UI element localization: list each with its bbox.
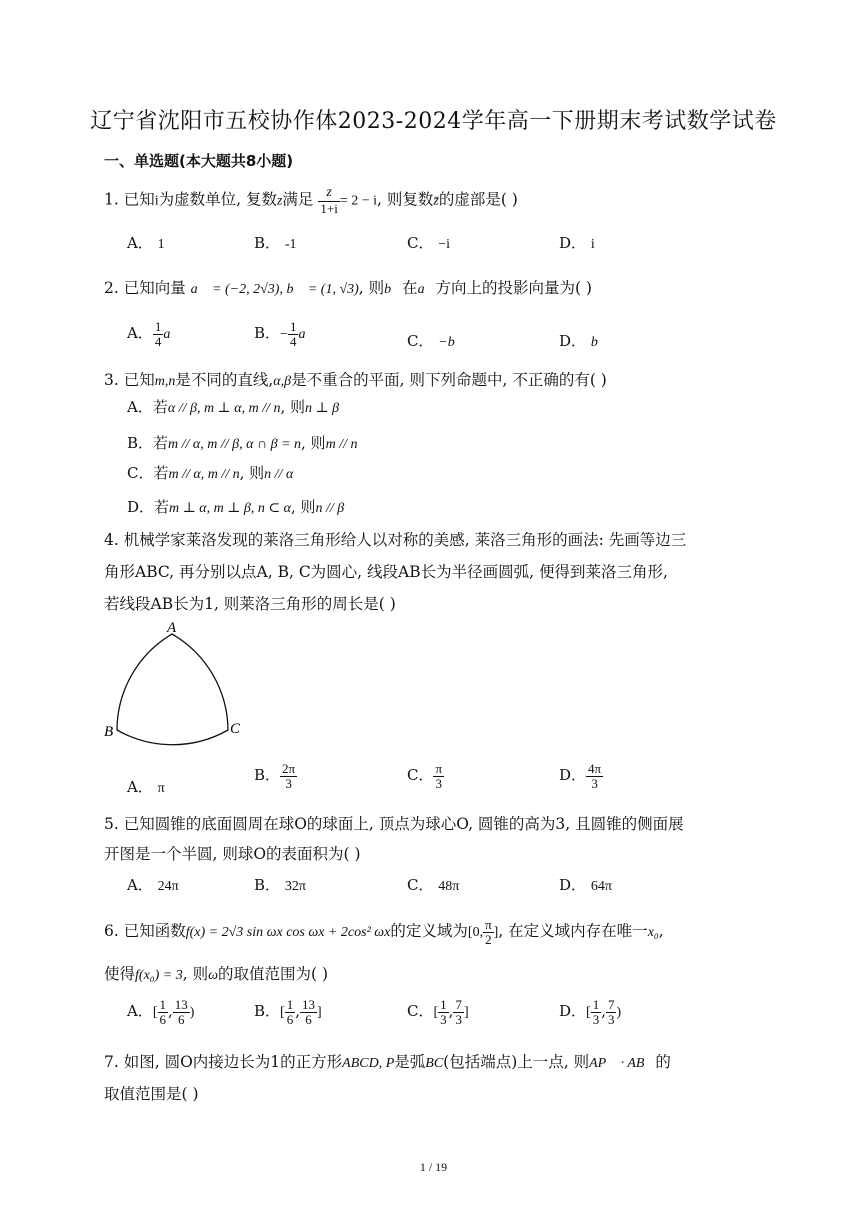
option-d[interactable]: D． 64π [559,876,612,894]
vertex-label-b: B [104,724,114,740]
option-a[interactable]: A．[ $\frac{1}{6}$ , $\frac{13}{6}$ ) [127,997,195,1027]
option-a[interactable]: A． 1 [127,234,165,252]
option-b[interactable]: B．若m // α, m // β, α ∩ β = n, 则m // n [127,434,358,452]
fraction: $\frac{z}{1+i}$ [320,185,338,216]
question-1: 1. 已知i为虚数单位, 复数z满足 $\frac{z}{1+i}$ = 2 − i, 则复数z̄的虚部是( ) [104,185,518,216]
question-6-line-1: 6. 已知函数f(x) = 2√3 sin ωx cos ωx + 2cos² ωx的定义域为[0, $\frac{\pi}{2}$ ], 在定义域内存在唯一x₀, [104,917,664,947]
option-d[interactable]: D．[ $\frac{1}{3}$ , $\frac{7}{3}$ ) [559,997,622,1027]
exam-title: 辽宁省沈阳市五校协作体2023-2024学年高一下册期末考试数学试卷 [90,109,777,134]
option-c[interactable]: C． 48π [407,876,460,894]
option-b[interactable]: B．[ $\frac{1}{6}$ , $\frac{13}{6}$ ] [254,997,322,1027]
option-b[interactable]: B． -1 [254,234,297,252]
question-5-line-2: 开图是一个半圆, 则球O的表面积为( ) [104,845,361,863]
vertex-label-c: C [230,721,241,737]
question-4-line-2: 角形ABC, 再分别以点A, B, C为圆心, 线段AB长为半径画圆弧, 便得到莱洛三角形, [104,563,668,581]
option-b[interactable]: B． $\frac{2\pi}{3}$ [254,761,296,791]
option-d[interactable]: D． $\frac{4\pi}{3}$ [559,761,602,791]
question-3: 3. 已知m,n是不同的直线,α,β是不重合的平面, 则下列命题中, 不正确的有( ) [104,371,607,389]
question-4-line-1: 4. 机械学家莱洛发现的莱洛三角形给人以对称的美感, 莱洛三角形的画法: 先画等边三 [104,531,687,549]
question-6-line-2: 使得f(x₀) = 3, 则ω的取值范围为( ) [104,965,329,983]
option-b[interactable]: B．− $\frac{1}{4}$ a⃗ [254,319,317,349]
question-5-line-1: 5. 已知圆锥的底面圆周在球O的球面上, 顶点为球心O, 圆锥的高为3, 且圆锥的侧面展 [104,815,684,833]
option-b[interactable]: B． 32π [254,876,306,894]
question-7-line-2: 取值范围是( ) [104,1085,199,1103]
option-c[interactable]: C．[ $\frac{1}{3}$ , $\frac{7}{3}$ ] [407,997,469,1027]
option-d[interactable]: D． b⃗ [559,332,609,350]
question-7-line-1: 7. 如图, 圆O内接边长为1的正方形ABCD, P是弧BC(包括端点)上一点, 则AP⃗ · AB⃗的 [104,1053,671,1071]
page-number: 1 / 19 [419,1160,448,1174]
option-d[interactable]: D． i [559,234,595,252]
reuleaux-triangle [117,634,228,745]
option-a[interactable]: A． π [127,778,165,796]
option-c[interactable]: C． −b⃗ [407,332,466,350]
option-a[interactable]: A．若α // β, m ⊥ α, m // n, 则n ⊥ β [127,398,340,416]
question-2: 2. 已知向量 a⃗ = (−2, 2√3), b⃗ = (1, √3), 则b⃗在a⃗方向上的投影向量为( ) [104,279,592,297]
option-c[interactable]: C．若m // α, m // n, 则n // α [127,464,294,482]
reuleaux-triangle-figure [100,616,260,746]
option-a[interactable]: A． 24π [127,876,179,894]
option-d[interactable]: D．若m ⊥ α, m ⊥ β, n ⊂ α, 则n // β [127,498,345,516]
question-4-line-3: 若线段AB长为1, 则莱洛三角形的周长是( ) [104,595,396,613]
option-a[interactable]: A． $\frac{1}{4}$ a⃗ [127,319,182,349]
option-c[interactable]: C． $\frac{\pi}{3}$ [407,761,443,791]
option-c[interactable]: C． −i [407,234,451,252]
section-heading: 一、单选题(本大题共8小题) [104,152,294,170]
vertex-label-a: A [167,620,177,636]
